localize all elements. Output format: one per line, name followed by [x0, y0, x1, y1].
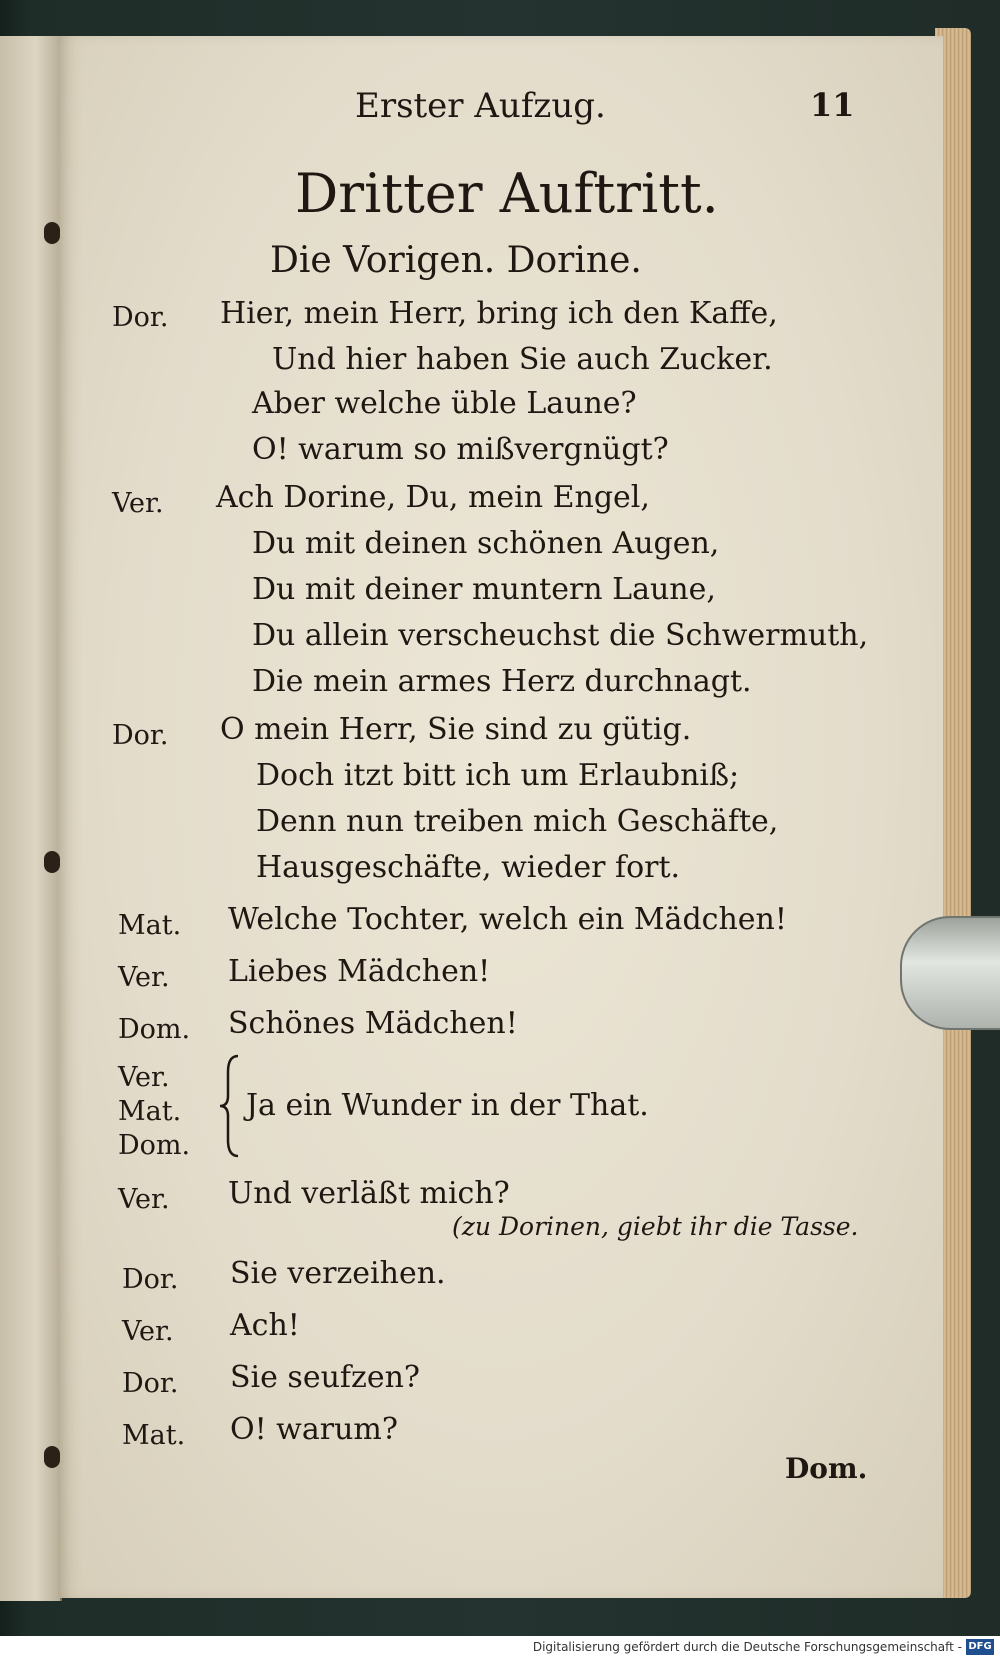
cast-list: Die Vorigen. Dorine.	[270, 240, 642, 281]
binding-hole	[44, 222, 60, 244]
speaker-label: Dor.	[112, 720, 169, 751]
verse-line: Du mit deiner muntern Laune,	[252, 572, 716, 607]
chorus-line: Ja ein Wunder in der That.	[246, 1088, 649, 1123]
speaker-label: Mat.	[122, 1420, 186, 1451]
verse-line: Und hier haben Sie auch Zucker.	[272, 342, 773, 377]
verse-line: Du mit deinen schönen Augen,	[252, 526, 720, 561]
verse-line: Doch itzt bitt ich um Erlaubniß;	[256, 758, 740, 793]
verse-line: Ach!	[230, 1308, 300, 1343]
speaker-label: Ver.	[122, 1316, 174, 1347]
page-number: 11	[810, 86, 855, 124]
chorus-speaker: Mat.	[118, 1096, 182, 1127]
verse-line: Und verläßt mich?	[228, 1176, 510, 1211]
binding-hole	[44, 1446, 60, 1468]
speaker-label: Ver.	[118, 962, 170, 993]
verse-line: Sie seufzen?	[230, 1360, 420, 1395]
speaker-label: Ver.	[118, 1184, 170, 1215]
scene-title: Dritter Auftritt.	[295, 162, 719, 225]
verse-line: O! warum so mißvergnügt?	[252, 432, 669, 467]
speaker-label: Dor.	[122, 1264, 179, 1295]
speaker-label: Ver.	[112, 488, 164, 519]
chorus-speaker: Ver.	[118, 1062, 170, 1093]
catchword: Dom.	[785, 1452, 868, 1485]
verse-line: Sie verzeihen.	[230, 1256, 446, 1291]
binding-hole	[44, 851, 60, 873]
verse-line: Du allein verscheuchst die Schwermuth,	[252, 618, 869, 653]
verse-line: Hier, mein Herr, bring ich den Kaffe,	[220, 296, 778, 331]
stage-direction: (zu Dorinen, giebt ihr die Tasse.	[452, 1212, 859, 1241]
verse-line: Die mein armes Herz durchnagt.	[252, 664, 752, 699]
brace-icon	[218, 1052, 244, 1160]
speaker-label: Dor.	[112, 302, 169, 333]
dfg-logo: DFG	[966, 1639, 994, 1655]
verse-line: Denn nun treiben mich Geschäfte,	[256, 804, 779, 839]
verse-line: O mein Herr, Sie sind zu gütig.	[220, 712, 692, 747]
left-page-edge	[0, 36, 62, 1601]
running-head: Erster Aufzug.	[355, 86, 606, 126]
verse-line: Schönes Mädchen!	[228, 1006, 518, 1041]
speaker-label: Dom.	[118, 1014, 191, 1045]
verse-line: Liebes Mädchen!	[228, 954, 491, 989]
verse-line: Aber welche üble Laune?	[252, 386, 637, 421]
funding-notice: Digitalisierung gefördert durch die Deutsche Forschungsgemeinschaft -	[532, 1640, 962, 1654]
verse-line: Hausgeschäfte, wieder fort.	[256, 850, 681, 885]
speaker-label: Mat.	[118, 910, 182, 941]
verse-line: Welche Tochter, welch ein Mädchen!	[228, 902, 787, 937]
speaker-label: Dor.	[122, 1368, 179, 1399]
verse-line: O! warum?	[230, 1412, 398, 1447]
chorus-speaker: Dom.	[118, 1130, 191, 1161]
verse-line: Ach Dorine, Du, mein Engel,	[216, 480, 650, 515]
page-clip	[900, 916, 1000, 1030]
